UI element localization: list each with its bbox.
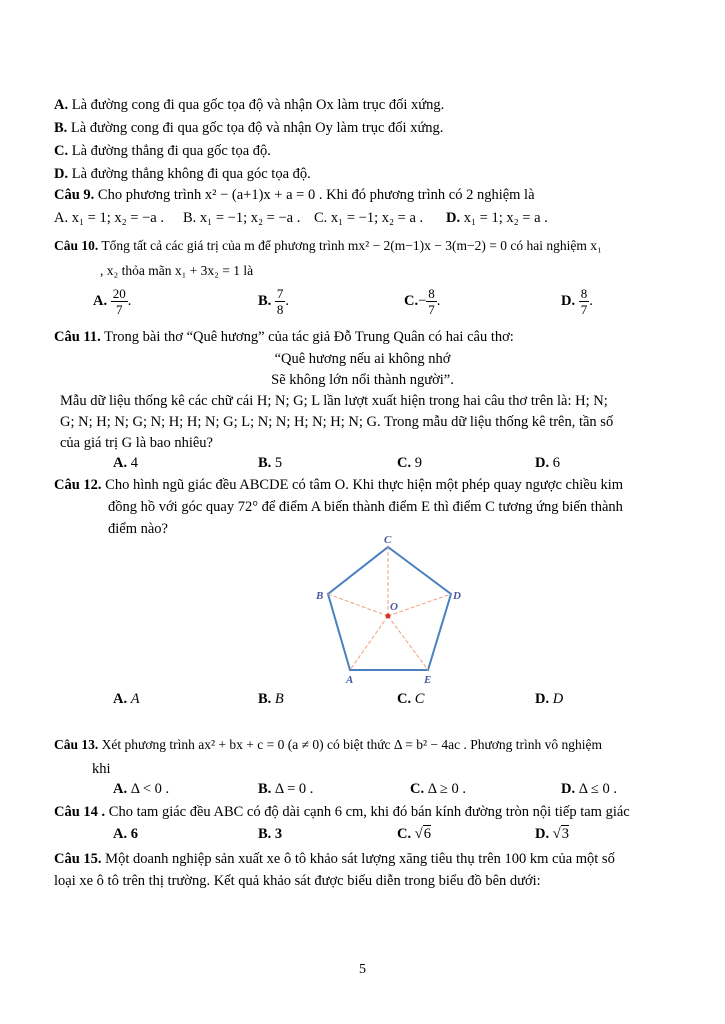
option-label: B. bbox=[258, 826, 272, 842]
option-text: Δ ≥ 0 . bbox=[427, 781, 466, 797]
option-11c bbox=[397, 455, 422, 472]
option-text: x₁ = 1; x₂ = −a . bbox=[71, 210, 164, 226]
option-text: 9 bbox=[414, 455, 422, 471]
option-14c: C. √6 bbox=[397, 826, 431, 842]
page-number: 5 bbox=[359, 962, 366, 977]
question-label: Câu 10. bbox=[54, 238, 99, 253]
question-label: Câu 12. bbox=[54, 477, 102, 493]
option-label: A. bbox=[93, 292, 108, 309]
question-label: Câu 15. bbox=[54, 851, 102, 867]
option-text: Là đường thẳng đi qua gốc tọa độ. bbox=[71, 143, 271, 159]
numerator: 7 bbox=[276, 286, 284, 301]
option-10b: B. $\frac{7}{8}$ . bbox=[258, 286, 290, 317]
option-text: 3 bbox=[561, 826, 569, 842]
option-label: D. bbox=[561, 781, 576, 797]
option-text: Là đường cong đi qua gốc tọa độ và nhận Oy làm trục đối xứng. bbox=[70, 120, 444, 136]
option-10d: D. $\frac{8}{7}$ . bbox=[561, 286, 593, 317]
poem-line-2: Sẽ không lớn nổi thành người”. bbox=[271, 372, 454, 388]
option-text: B bbox=[274, 691, 284, 707]
option-11d bbox=[535, 455, 560, 472]
option-label: C. bbox=[404, 292, 419, 309]
fraction bbox=[579, 286, 590, 317]
question-11 bbox=[54, 328, 673, 346]
option-text: Là đường cong đi qua gốc tọa độ và nhận Ox làm trục đối xứng. bbox=[71, 97, 445, 113]
option-8d bbox=[54, 165, 673, 183]
vertex-label-a: A bbox=[346, 674, 354, 686]
option-text: x₁ = −1; x₂ = a . bbox=[330, 210, 424, 226]
question-13 bbox=[54, 736, 673, 754]
question-11-body-2: G; N; H; N; G; N; H; H; N; G; L; N; N; H; N; H; N; G. Trong mẫu dữ liệu thống kê trên, tần số bbox=[60, 414, 614, 430]
option-8b bbox=[54, 119, 673, 137]
question-text: Một doanh nghiệp sản xuất xe ô tô khảo sát lượng xăng tiêu thụ trên 100 km của một số bbox=[105, 851, 615, 867]
option-label: B. bbox=[258, 781, 272, 797]
vertex-label-e: E bbox=[424, 674, 432, 686]
option-label: B. bbox=[258, 455, 272, 471]
denominator: 7 bbox=[428, 302, 435, 317]
option-label: C. bbox=[397, 455, 412, 471]
question-13-cont: khi bbox=[92, 761, 111, 777]
denominator: 8 bbox=[276, 302, 284, 317]
vertex-label-b: B bbox=[316, 590, 324, 602]
question-11-body-1: Mẫu dữ liệu thống kê các chữ cái H; N; G; L lần lượt xuất hiện trong hai câu thơ trên là: H; N; bbox=[60, 393, 608, 409]
question-text: Cho hình ngũ giác đều ABCDE có tâm O. Khi thực hiện một phép quay ngược chiều kim bbox=[105, 477, 624, 493]
option-8c bbox=[54, 142, 673, 160]
option-label: C. bbox=[314, 210, 328, 226]
vertex-label-d: D bbox=[453, 590, 461, 602]
option-text: x₁ = −1; x₂ = −a . bbox=[199, 210, 301, 226]
option-text: x₁ = 1; x₂ = a . bbox=[463, 210, 548, 226]
option-label: B. bbox=[54, 120, 68, 136]
option-12a bbox=[113, 691, 140, 708]
vertex-label-c: C bbox=[384, 534, 392, 546]
option-9a bbox=[54, 210, 164, 227]
question-text: , x₂ thỏa mãn x₁ + 3x₂ = 1 là bbox=[100, 263, 254, 278]
pentagon-figure bbox=[300, 532, 470, 687]
option-label: C. bbox=[54, 143, 69, 159]
option-9c bbox=[314, 210, 423, 227]
numerator: 8 bbox=[580, 286, 588, 301]
numerator: 8 bbox=[428, 286, 435, 301]
option-label: A. bbox=[54, 210, 69, 226]
option-label: B. bbox=[258, 691, 272, 707]
option-text: C bbox=[414, 691, 425, 707]
question-11-body-3: của giá trị G là bao nhiêu? bbox=[60, 435, 213, 451]
option-text: Là đường thẳng không đi qua góc tọa độ. bbox=[71, 166, 311, 182]
vertex-label-o: O bbox=[390, 601, 398, 613]
option-sign: − bbox=[418, 292, 427, 309]
option-12c bbox=[397, 691, 424, 708]
option-label: C. bbox=[397, 826, 412, 842]
option-text: 4 bbox=[130, 455, 138, 471]
option-13a bbox=[113, 781, 169, 798]
question-12-cont-1: đồng hồ với góc quay 72° để điểm A biến thành điểm E thì điểm C tương ứng biến thành bbox=[108, 499, 623, 515]
option-label: D. bbox=[535, 826, 550, 842]
option-label: A. bbox=[113, 691, 128, 707]
option-label: B. bbox=[183, 210, 197, 226]
question-label: Câu 14 . bbox=[54, 804, 106, 820]
question-label: Câu 13. bbox=[54, 737, 99, 752]
question-text: Cho tam giác đều ABC có độ dài cạnh 6 cm, khi đó bán kính đường tròn nội tiếp tam giác bbox=[108, 804, 630, 820]
option-text: Δ = 0 . bbox=[274, 781, 314, 797]
option-13c bbox=[410, 781, 466, 798]
option-label: D. bbox=[561, 292, 576, 309]
denominator: 7 bbox=[115, 302, 123, 317]
option-9d bbox=[446, 210, 548, 227]
option-14b bbox=[258, 826, 282, 843]
option-14a bbox=[113, 826, 138, 843]
question-text: Trong bài thơ “Quê hương” của tác giả Đỗ Trung Quân có hai câu thơ: bbox=[104, 329, 514, 345]
option-label: D. bbox=[446, 210, 461, 226]
question-12-cont-2: điểm nào? bbox=[108, 521, 168, 537]
fraction bbox=[275, 286, 286, 317]
option-text: Δ < 0 . bbox=[130, 781, 170, 797]
option-label: D. bbox=[54, 166, 69, 182]
option-14d: D. √3 bbox=[535, 826, 569, 842]
fraction bbox=[111, 286, 128, 317]
option-label: B. bbox=[258, 292, 272, 309]
option-10c: C.− $\frac{8}{7}$ . bbox=[404, 286, 441, 317]
option-13b bbox=[258, 781, 313, 798]
option-text: 6 bbox=[130, 826, 138, 842]
question-10-cont bbox=[100, 262, 673, 280]
option-text: 6 bbox=[423, 826, 431, 842]
option-label: D. bbox=[535, 691, 550, 707]
poem-line-1: “Quê hương nếu ai không nhớ bbox=[274, 351, 451, 367]
option-label: A. bbox=[113, 826, 128, 842]
option-text: D bbox=[552, 691, 564, 707]
option-label: A. bbox=[113, 455, 128, 471]
option-label: C. bbox=[410, 781, 425, 797]
option-9b bbox=[183, 210, 300, 227]
numerator: 20 bbox=[112, 286, 126, 301]
option-11b bbox=[258, 455, 282, 472]
option-text: 6 bbox=[552, 455, 560, 471]
option-12d bbox=[535, 691, 563, 708]
question-9 bbox=[54, 186, 673, 204]
option-11a bbox=[113, 455, 138, 472]
question-12 bbox=[54, 476, 673, 494]
option-text: 5 bbox=[274, 455, 283, 471]
denominator: 7 bbox=[580, 302, 588, 317]
option-label: A. bbox=[54, 97, 69, 113]
option-10a: A. $\frac{20}{7}$ . bbox=[93, 286, 132, 317]
option-label: D. bbox=[535, 455, 550, 471]
question-text: Xét phương trình ax² + bx + c = 0 (a ≠ 0) có biệt thức Δ = b² − 4ac . Phương trình vô nghiệm bbox=[101, 737, 603, 752]
question-14 bbox=[54, 803, 673, 821]
option-8a bbox=[54, 96, 673, 114]
question-text: Cho phương trình x² − (a+1)x + a = 0 . Khi đó phương trình có 2 nghiệm là bbox=[97, 187, 535, 203]
question-text: Tổng tất cả các giá trị của m để phương trình mx² − 2(m−1)x − 3(m−2) = 0 có hai nghiệm x₁ bbox=[101, 238, 602, 253]
question-10 bbox=[54, 237, 673, 255]
question-label: Câu 9. bbox=[54, 187, 95, 203]
center-dot bbox=[386, 614, 391, 619]
option-text: Δ ≤ 0 . bbox=[578, 781, 617, 797]
option-label: A. bbox=[113, 781, 128, 797]
option-13d bbox=[561, 781, 617, 798]
option-label: C. bbox=[397, 691, 412, 707]
option-text: 3 bbox=[274, 826, 283, 842]
fraction bbox=[426, 286, 437, 317]
question-label: Câu 11. bbox=[54, 329, 101, 345]
question-15-cont: loại xe ô tô trên thị trường. Kết quả khảo sát được biểu diễn trong biểu đồ bên dưới: bbox=[54, 873, 541, 889]
option-12b bbox=[258, 691, 284, 708]
option-text: A bbox=[130, 691, 140, 707]
question-15 bbox=[54, 850, 673, 868]
